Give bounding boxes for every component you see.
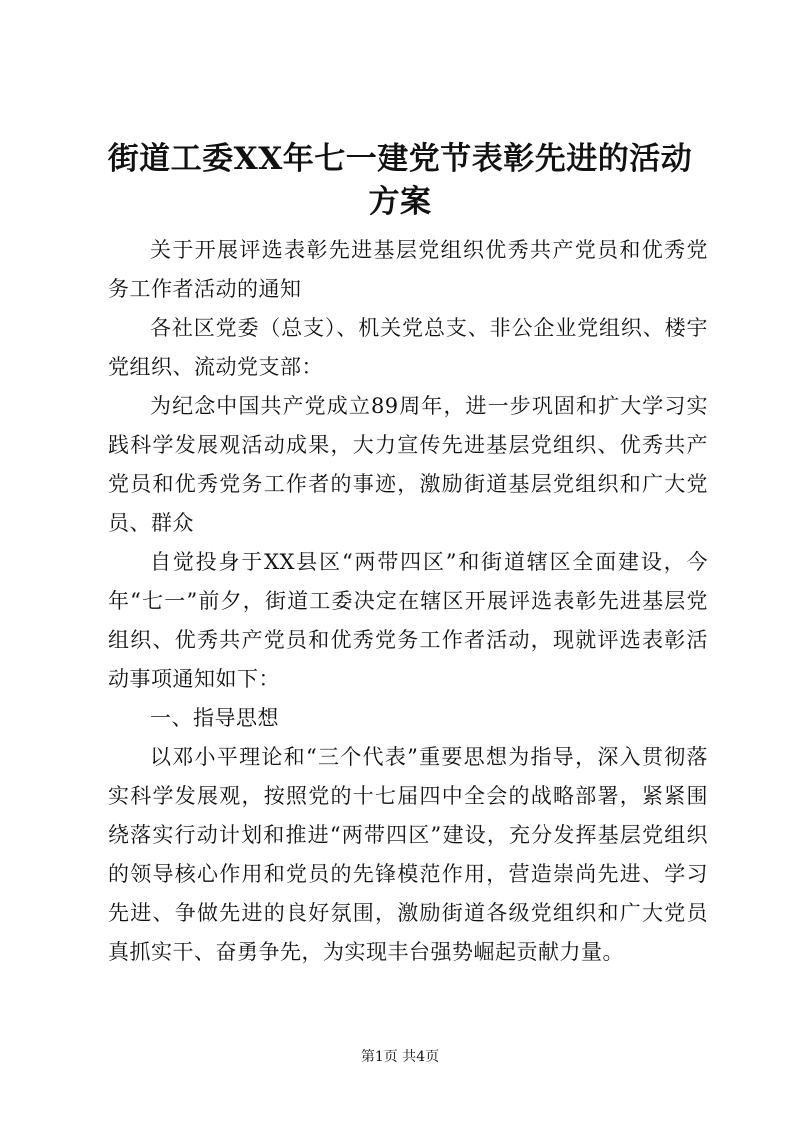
- section-heading-guiding-ideology: 一、指导思想: [150, 706, 279, 730]
- paragraph-purpose: 为纪念中国共产党成立89周年，进一步巩固和扩大学习实践科学发展观活动成果，大力宣传先进基层党组织、优秀共产党员和优秀党务工作者的事迹，激励街道基层党组织和广大党员、群众: [108, 394, 708, 535]
- document-title: 街道工委XX年七一建党节表彰先进的活动方案: [107, 141, 693, 220]
- paragraph-notice-heading: 关于开展评选表彰先进基层党组织优秀共产党员和优秀党务工作者活动的通知: [108, 238, 708, 301]
- paragraph-guiding-ideology: 以邓小平理论和“三个代表”重要思想为指导，深入贯彻落实科学发展观，按照党的十七届四中全会的战略部署，紧紧围绕落实行动计划和推进“两带四区”建设，充分发挥基层党组织的领导核心作用和党员的先锋模范作用，营造崇尚先进、学习先进、争做先进的良好氛围，激励街道各级党组织和广大党员真抓实干、奋勇争先，为实现丰台强势崛起贡献力量。: [108, 745, 708, 964]
- document-body: [108, 231, 708, 972]
- paragraph-decision: 自觉投身于XX县区“两带四区”和街道辖区全面建设，今年“七一”前夕，街道工委决定在辖区开展评选表彰先进基层党组织、优秀共产党员和优秀党务工作者活动，现就评选表彰活动事项通知如下：: [108, 550, 708, 691]
- paragraph-addressees: 各社区党委（总支）、机关党总支、非公企业党组织、楼宇党组织、流动党支部：: [108, 316, 708, 379]
- page-number: 第1页 共4页: [360, 1049, 440, 1065]
